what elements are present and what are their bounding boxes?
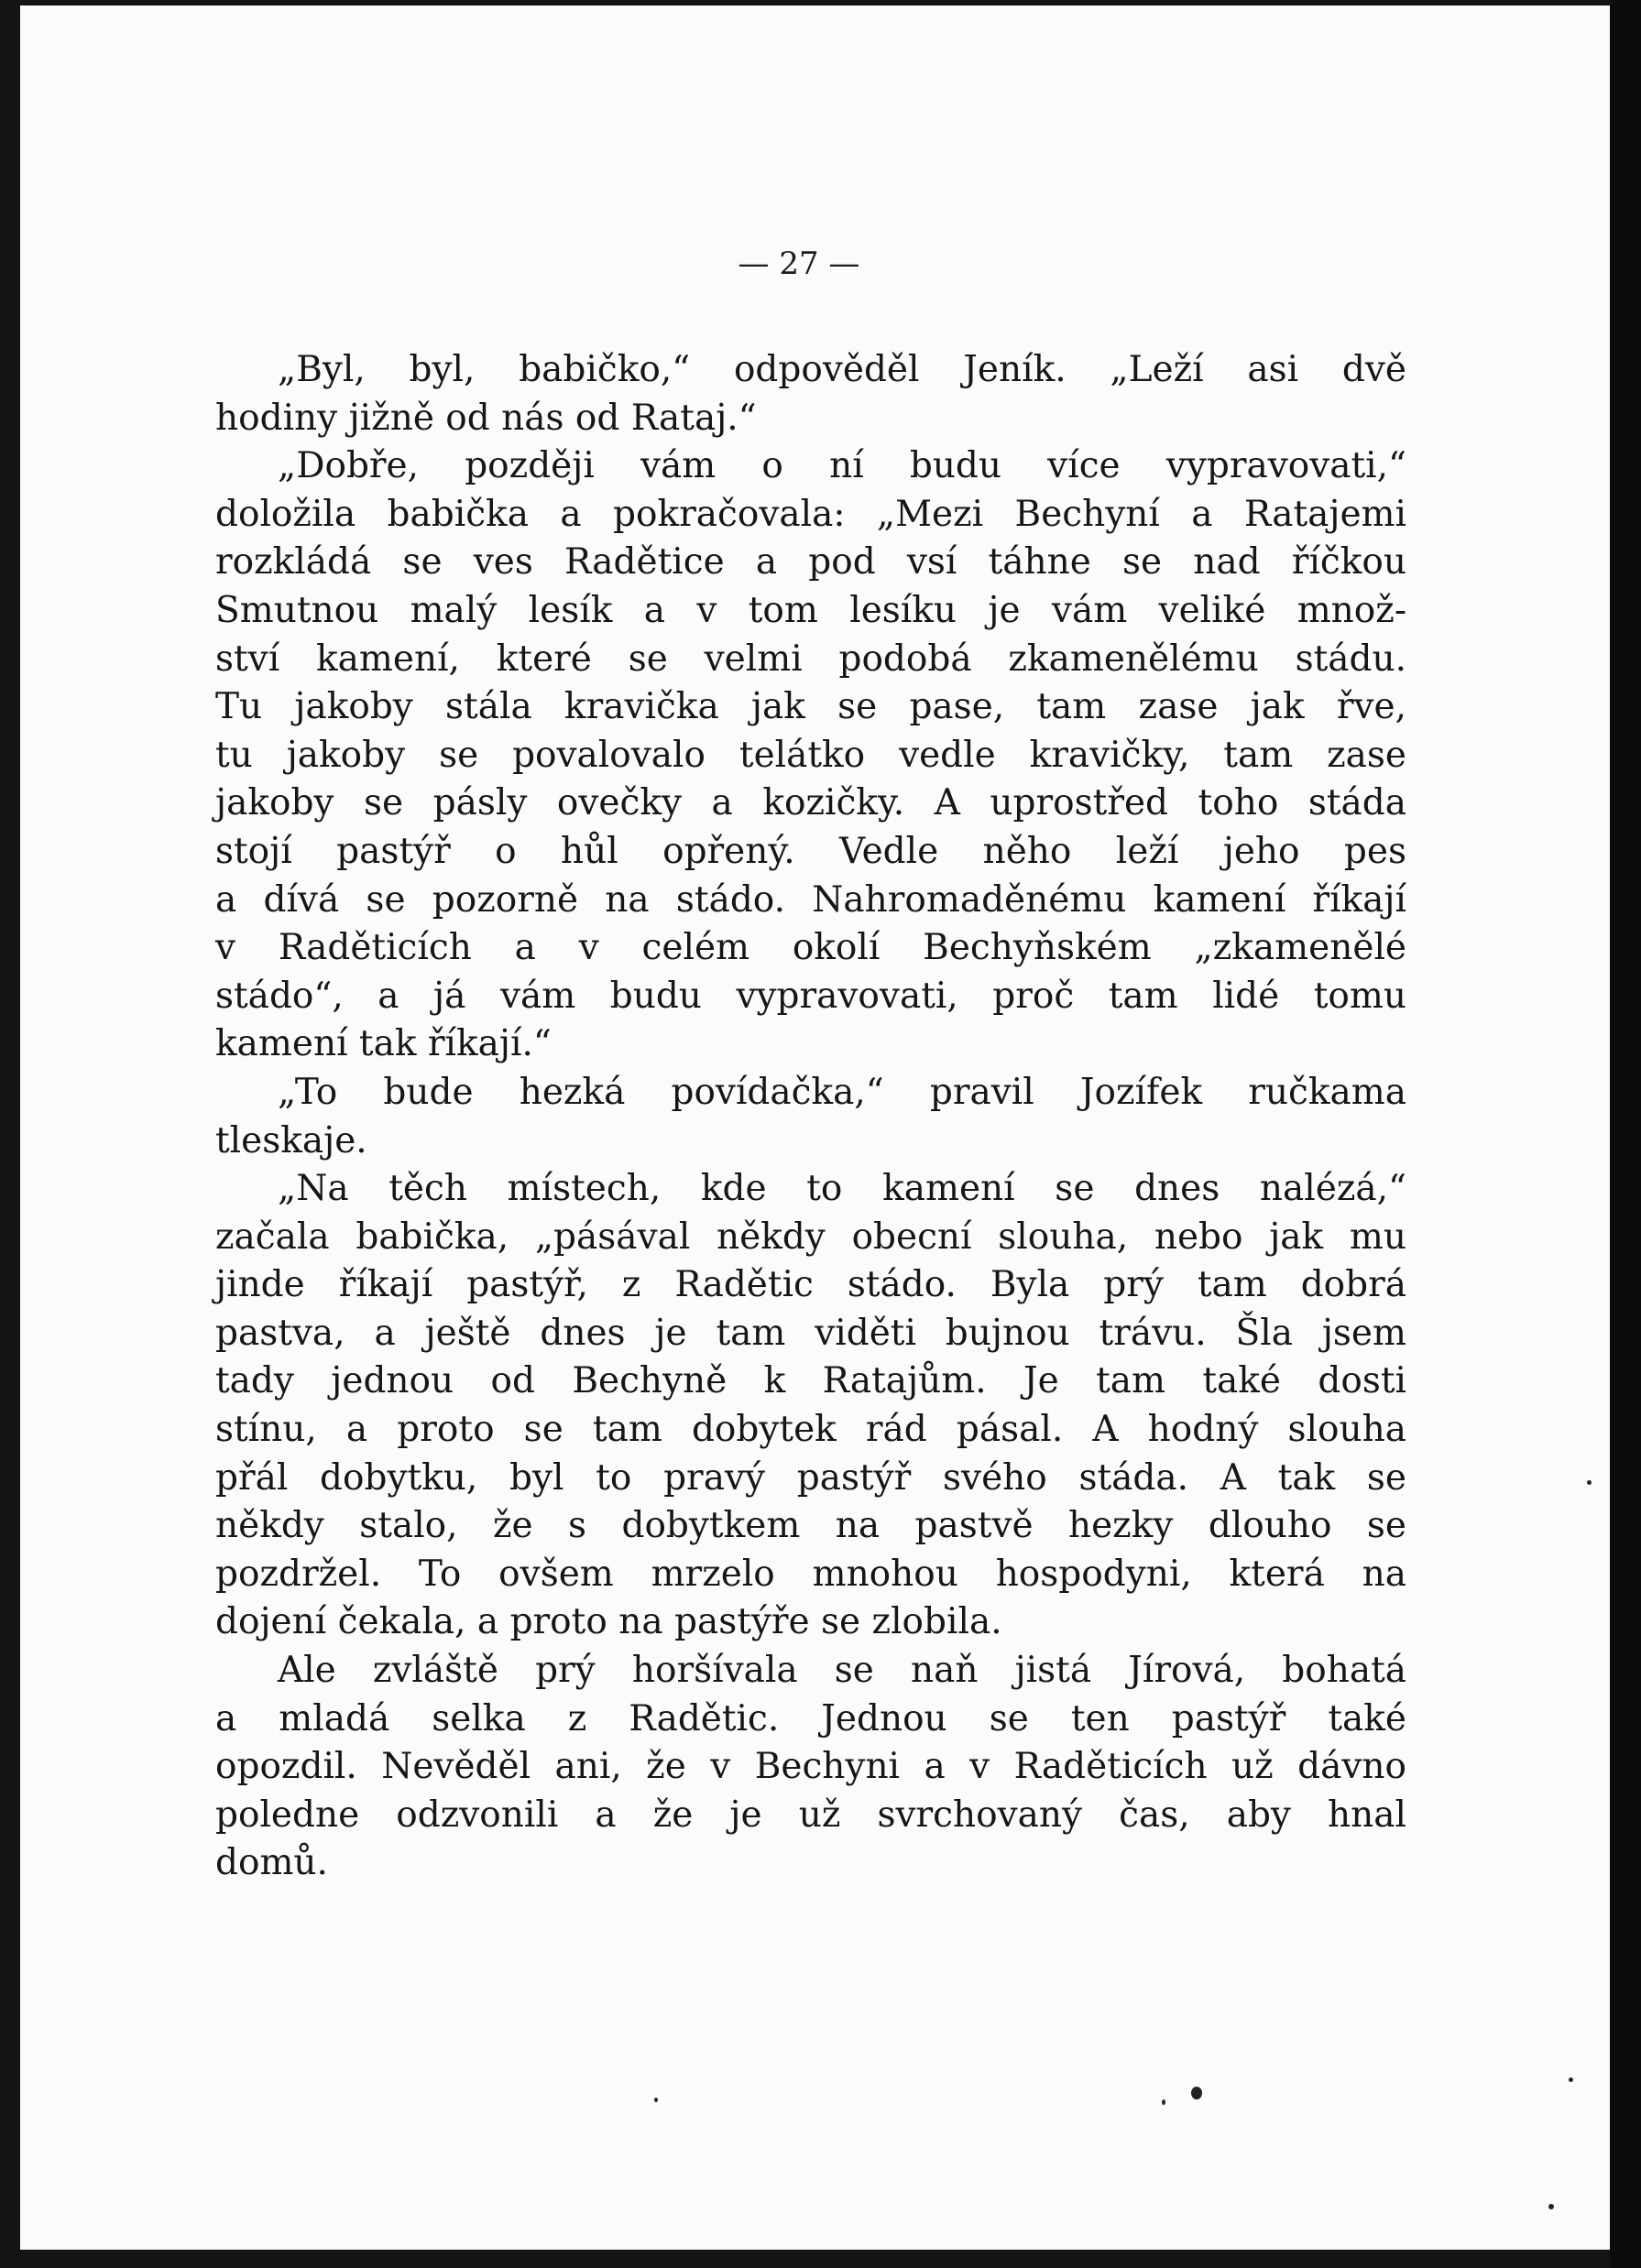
text-line: začala babička, „pásával někdy obecní slouha, nebo jak mu (215, 1216, 1406, 1258)
text-line: pozdržel. To ovšem mrzelo mnohou hospodyni, která na (215, 1553, 1406, 1595)
text-line: domů. (215, 1842, 328, 1884)
text-line: poledne odzvonili a že je už svrchovaný čas, aby hnal (215, 1794, 1406, 1836)
text-line: někdy stalo, že s dobytkem na pastvě hezky dlouho se (215, 1505, 1406, 1547)
scan-speck (1587, 1480, 1592, 1485)
text-line: přál dobytku, byl to pravý pastýř svého stáda. A tak se (215, 1456, 1406, 1499)
text-line: „Dobře, později vám o ní budu více vypravovati,“ (278, 445, 1406, 487)
text-line: stojí pastýř o hůl opřený. Vedle něho leží jeho pes (215, 830, 1406, 872)
page-number: — 27 — (738, 245, 860, 282)
text-line: hodiny jižně od nás od Rataj.“ (215, 397, 757, 439)
text-line: a dívá se pozorně na stádo. Nahromaděnému kamení říkají (215, 878, 1406, 921)
text-line: stádo“, a já vám budu vypravovati, proč tam lidé tomu (215, 975, 1406, 1017)
text-line: Ale zvláště prý horšívala se naň jistá Jírová, bohatá (278, 1650, 1406, 1692)
text-line: a mladá selka z Radětic. Jednou se ten pastýř také (215, 1697, 1406, 1739)
text-line: tady jednou od Bechyně k Ratajům. Je tam také dosti (215, 1360, 1406, 1402)
text-line: „Na těch místech, kde to kamení se dnes nalézá,“ (278, 1168, 1406, 1210)
paragraph (215, 442, 1406, 1069)
text-line: kamení tak říkají.“ (215, 1023, 552, 1065)
scan-speck (654, 2098, 658, 2102)
text-line: dojení čekala, a proto na pastýře se zlobila. (215, 1601, 1002, 1643)
text-line: pastva, a ještě dnes je tam viděti bujnou trávu. Šla jsem (215, 1312, 1406, 1354)
text-line: tu jakoby se povalovalo telátko vedle kravičky, tam zase (215, 734, 1406, 776)
text-line: jakoby se pásly ovečky a kozičky. A uprostřed toho stáda (215, 782, 1406, 824)
paragraph (215, 1165, 1406, 1647)
text-line: rozkládá se ves Radětice a pod vsí táhne se nad říčkou (215, 541, 1406, 583)
text-line: tleskaje. (215, 1119, 367, 1161)
text-line: opozdil. Nevěděl ani, že v Bechyni a v Raděticích už dávno (215, 1746, 1406, 1788)
scanned-page (20, 5, 1610, 2250)
scan-speck (1569, 2077, 1573, 2082)
paragraph (215, 1647, 1406, 1888)
text-line: jinde říkají pastýř, z Radětic stádo. Byla prý tam dobrá (215, 1264, 1406, 1306)
text-line: „To bude hezká povídačka,“ pravil Jozífek ručkama (278, 1071, 1406, 1113)
body-text (215, 346, 1406, 1888)
text-line: „Byl, byl, babičko,“ odpověděl Jeník. „Leží asi dvě (278, 349, 1406, 390)
text-line: Smutnou malý lesík a v tom lesíku je vám veliké množ- (215, 589, 1406, 631)
text-line: Tu jakoby stála kravička jak se pase, tam zase jak řve, (215, 686, 1406, 728)
paragraph (215, 1069, 1406, 1165)
scan-speck (1548, 2204, 1554, 2209)
text-line: v Raděticích a v celém okolí Bechyňském „zkamenělé (215, 927, 1406, 969)
text-line: stínu, a proto se tam dobytek rád pásal. A hodný slouha (215, 1409, 1406, 1451)
scan-speck (1162, 2099, 1165, 2105)
text-line: doložila babička a pokračovala: „Mezi Bechyní a Ratajemi (215, 493, 1406, 535)
scan-speck (1191, 2087, 1202, 2099)
paragraph (215, 346, 1406, 442)
text-line: ství kamení, které se velmi podobá zkamenělému stádu. (215, 638, 1406, 680)
scan-border (1610, 0, 1641, 2268)
